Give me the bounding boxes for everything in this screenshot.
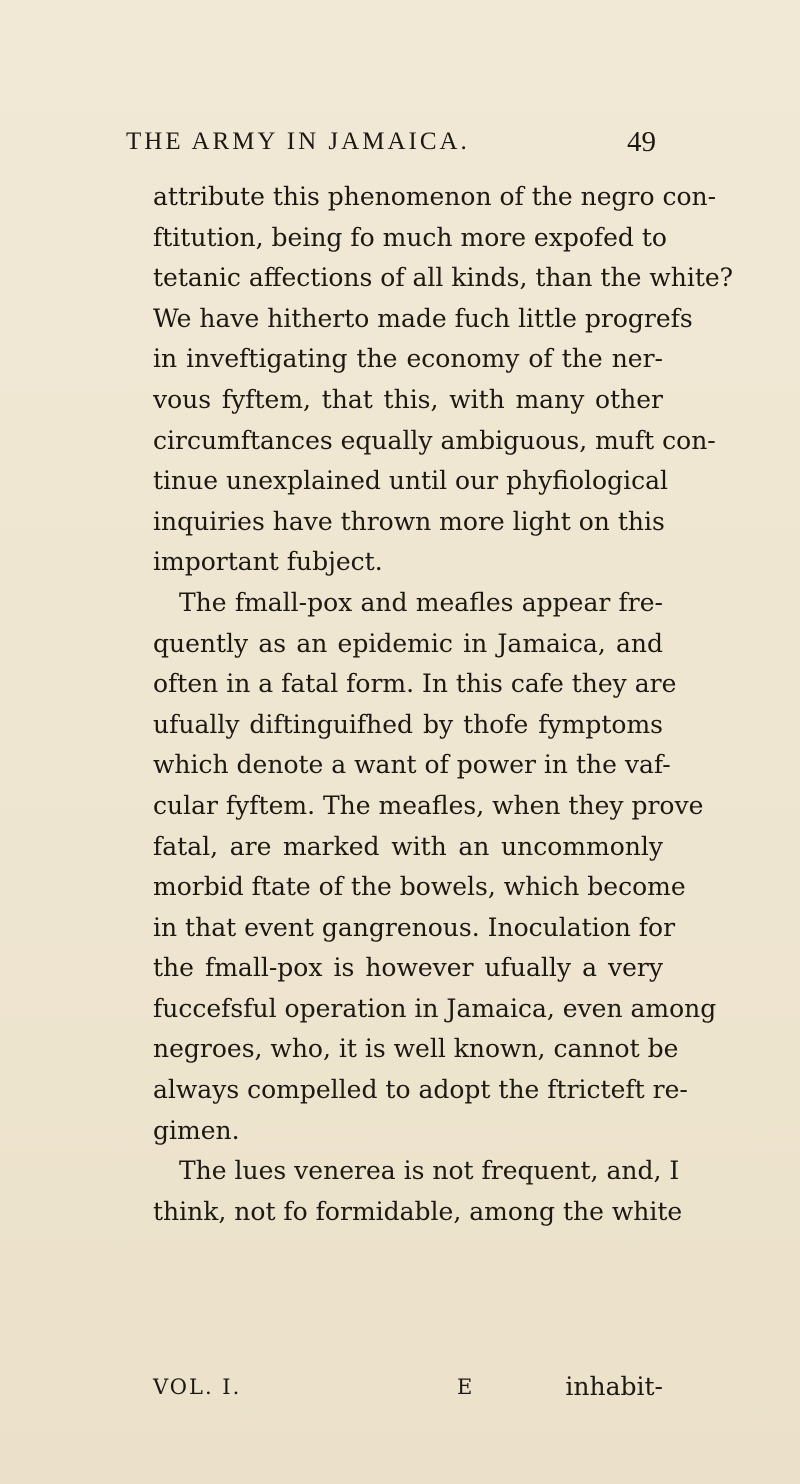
- page-footer: [153, 1367, 663, 1407]
- text-line: the fmall-pox is however ufually a very: [153, 953, 663, 983]
- text-line: gimen.: [153, 1115, 240, 1145]
- text-line: ftitution, being fo much more expofed to: [153, 222, 667, 252]
- text-line: tinue unexplained until our phyfiological: [153, 466, 668, 496]
- signature-mark: E: [457, 1375, 473, 1399]
- catchword: inhabit-: [565, 1372, 663, 1401]
- text-line: The fmall-pox and meafles appear fre-: [179, 587, 663, 617]
- text-line: important fubject.: [153, 547, 383, 577]
- body-text: [153, 177, 734, 1232]
- text-line: in inveftigating the economy of the ner-: [153, 344, 663, 374]
- text-line: fuccefsful operation in Jamaica, even among: [153, 993, 717, 1023]
- text-line: morbid ftate of the bowels, which become: [153, 872, 686, 902]
- text-line: tetanic affections of all kinds, than the white?: [153, 263, 734, 293]
- text-line: cular fyftem. The meafles, when they prove: [153, 790, 704, 820]
- text-line: attribute this phenomenon of the negro con-: [153, 182, 717, 211]
- page-number: 49: [627, 126, 656, 158]
- text-line: which denote a want of power in the vaf-: [153, 750, 671, 780]
- text-line: negroes, who, it is well known, cannot be: [153, 1034, 679, 1064]
- text-line: quently as an epidemic in Jamaica, and: [153, 628, 663, 658]
- text-line: inquiries have thrown more light on this: [153, 506, 665, 536]
- text-line: We have hitherto made fuch little progrefs: [153, 303, 693, 333]
- page-header: [126, 122, 656, 162]
- text-line: fatal, are marked with an uncommonly: [153, 831, 663, 861]
- text-line: The lues venerea is not frequent, and, I: [179, 1156, 680, 1186]
- text-line: in that event gangrenous. Inoculation for: [153, 912, 676, 942]
- text-line: think, not fo formidable, among the white: [153, 1196, 683, 1226]
- volume-mark: VOL. I.: [153, 1375, 242, 1399]
- text-line: often in a fatal form. In this cafe they are: [153, 669, 677, 699]
- text-line: circumftances equally ambiguous, muft con-: [153, 425, 716, 455]
- text-line: ufually diftinguifhed by thofe fymptoms: [153, 709, 663, 739]
- text-line: always compelled to adopt the ftricteft re-: [153, 1075, 688, 1105]
- running-title: THE ARMY IN JAMAICA.: [126, 128, 470, 155]
- text-line: vous fyftem, that this, with many other: [153, 384, 663, 414]
